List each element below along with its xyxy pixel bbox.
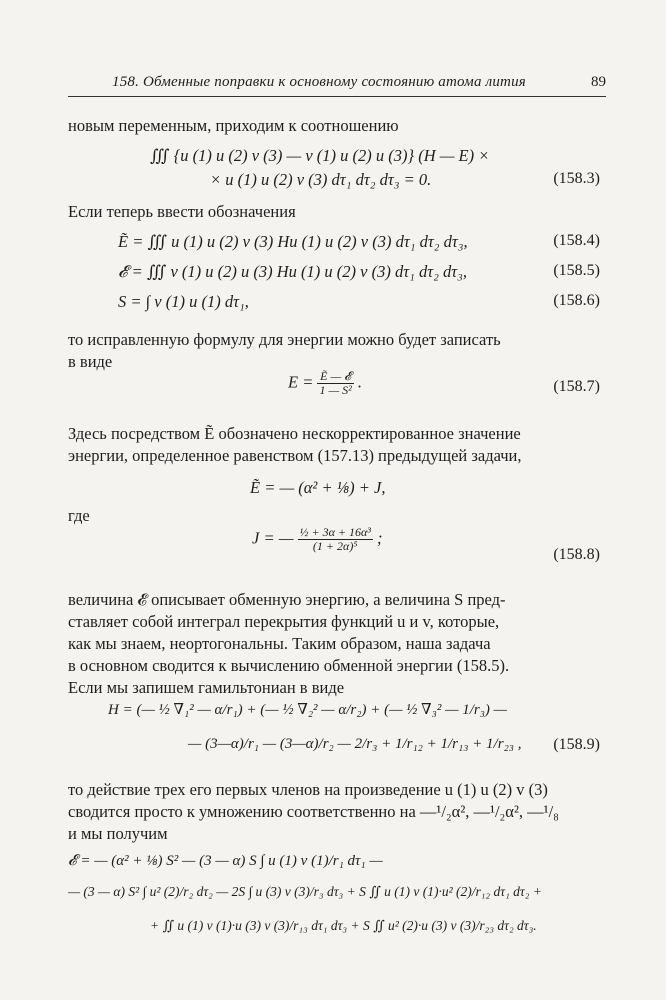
fraction	[317, 370, 353, 397]
page-number: 89	[591, 74, 606, 90]
equation-e-tilde: Ẽ = — (α² + ⅛) + J,	[250, 478, 386, 497]
equation-number: (158.9)	[553, 736, 600, 753]
equation-158-6: S = ∫ v (1) u (1) dτ₁,	[118, 292, 249, 311]
equation-158-9-line-2: — (3—α)/r₁ — (3—α)/r₂ — 2/r₃ + 1/r₁₂ + 1/r₁₃ + 1/r₂₃ ,	[188, 736, 522, 752]
running-header	[68, 74, 606, 97]
equation-number: (158.5)	[553, 262, 600, 279]
paragraph-line: то действие трех его первых членов на произведение u (1) u (2) v (3)	[68, 780, 548, 799]
paragraph-line: Здесь посредством Ẽ обозначено нескорректированное значение	[68, 424, 521, 443]
equation-158-3-line-1: ∭ {u (1) u (2) v (3) — v (1) u (2) u (3)} (H — E) ×	[150, 146, 490, 165]
equation-158-3-line-2: × u (1) u (2) v (3) dτ₁ dτ₂ dτ₃ = 0.	[210, 170, 432, 189]
fraction-numerator: Ẽ — 𝓔	[317, 370, 353, 384]
equation-number: (158.8)	[553, 546, 600, 563]
equation-158-8: J = — $\frac{\text{½ + 3α + 16α³}}{\text{(1 + 2α)⁵}}$ ;	[252, 525, 383, 553]
paragraph-line: то исправленную формулу для энергии можно будет записать	[68, 330, 501, 349]
exchange-energy-line-2: — (3 — α) S² ∫ u² (2)/r₂ dτ₂ — 2S ∫ u (3) v (3)/r₃ dτ₃ + S ∬ u (1) v (1)·u² (2)/r₁₂ dτ₁ dτ₂ +	[68, 884, 542, 899]
header-title: 158. Обменные поправки к основному состоянию атома лития	[112, 74, 526, 90]
equation-lhs: E =	[288, 372, 314, 392]
equation-158-9-line-1: H = (— ½ ∇₁² — α/r₁) + (— ½ ∇₂² — α/r₂) + (— ½ ∇₃² — 1/r₃) —	[108, 702, 507, 718]
paragraph-line: где	[68, 506, 90, 525]
paragraph-line: величина 𝓔 описывает обменную энергию, а величина S пред-	[68, 590, 506, 609]
paragraph-line: в виде	[68, 352, 113, 371]
paragraph-line: ставляет собой интеграл перекрытия функций u и v, которые,	[68, 612, 500, 631]
paragraph-line: в основном сводится к вычислению обменной энергии (158.5).	[68, 656, 510, 675]
fraction-numerator: ½ + 3α + 16α³	[299, 525, 371, 539]
equation-number: (158.4)	[553, 232, 600, 249]
paragraph-line: новым переменным, приходим к соотношению	[68, 116, 399, 135]
exchange-energy-line-1: 𝓔 = — (α² + ⅛) S² — (3 — α) S ∫ u (1) v (1)/r₁ dτ₁ —	[68, 853, 383, 869]
fraction-denominator: 1 — S²	[319, 383, 352, 397]
equation-lhs: J = —	[252, 528, 294, 548]
equation-number: (158.6)	[553, 292, 600, 309]
equation-158-7: E = $\frac{\text{Ẽ — 𝓔}}{\text{1 — S²}}$ .	[288, 369, 362, 397]
equation-number: (158.3)	[553, 170, 600, 187]
equation-158-4: Ẽ = ∭ u (1) u (2) v (3) Hu (1) u (2) v (3) dτ₁ dτ₂ dτ₃,	[118, 232, 468, 251]
fraction	[298, 526, 373, 553]
paragraph-line: и мы получим	[68, 824, 168, 843]
equation-158-5: 𝓔 = ∭ v (1) u (2) u (3) Hu (1) u (2) v (3) dτ₁ dτ₂ dτ₃,	[118, 262, 468, 281]
fraction-denominator: (1 + 2α)⁵	[312, 539, 358, 553]
paragraph-line: энергии, определенное равенством (157.13) предыдущей задачи,	[68, 446, 522, 465]
paragraph-line: сводится просто к умножению соответственно на —¹/₂α², —¹/₂α², —¹/₈	[68, 802, 559, 821]
exchange-energy-line-3: + ∬ u (1) v (1)·u (3) v (3)/r₁₃ dτ₁ dτ₃ + S ∬ u² (2)·u (3) v (3)/r₂₃ dτ₂ dτ₃.	[150, 918, 537, 933]
paragraph-line: Если теперь ввести обозначения	[68, 202, 296, 221]
paragraph-line: как мы знаем, неортогональны. Таким образом, наша задача	[68, 634, 491, 653]
paragraph-line: Если мы запишем гамильтониан в виде	[68, 678, 345, 697]
equation-number: (158.7)	[553, 378, 600, 395]
